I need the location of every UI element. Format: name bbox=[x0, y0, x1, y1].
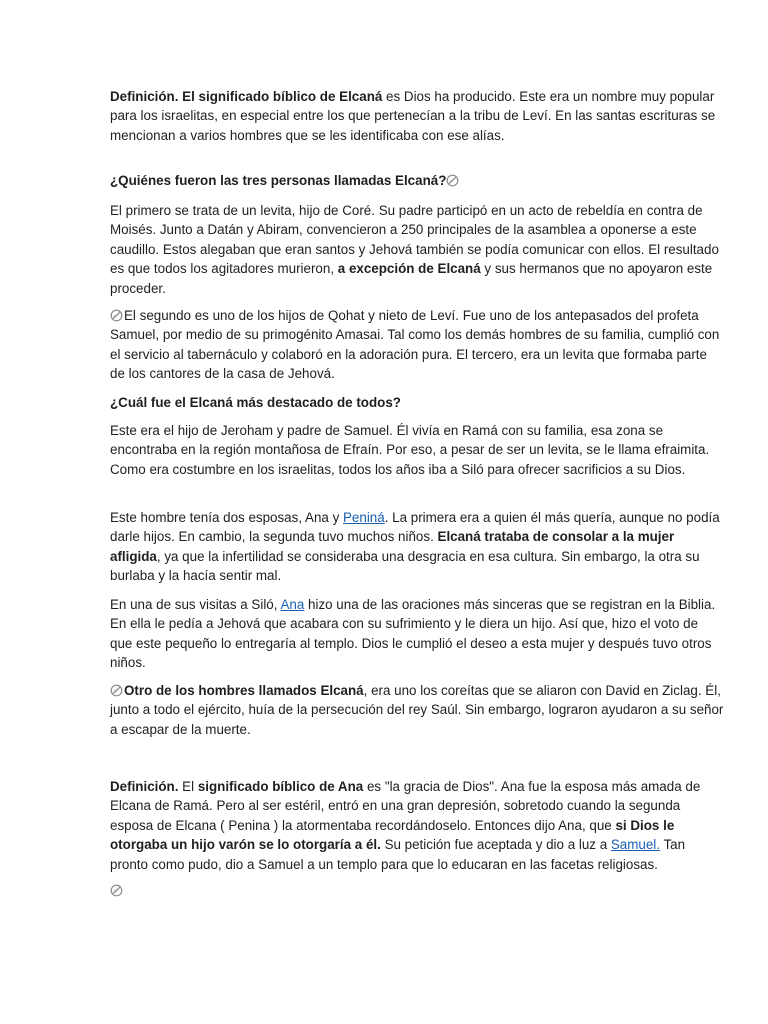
paragraph-visits-silo: En una de sus visitas a Siló, Ana hizo una de las oraciones más sinceras que se registran en la Biblia. En ella le pedía a Jehová que acabara con su sufrimiento y le diera un hijo. Así que, hizo el voto de que este pequeño lo entregaría al templo. Dios le cumplió el deseo a esta mujer y después tuvo otros niños. bbox=[110, 597, 716, 671]
definition-elcana-bold: Definición. El significado bíblico de Elcaná bbox=[110, 89, 383, 104]
penina-link[interactable]: Peniná bbox=[343, 510, 385, 525]
definition-ana-paragraph: Definición. El significado bíblico de Ana es "la gracia de Dios". Ana fue la esposa más amada de Elcana de Ramá. Pero al ser estéril, entró en una gran depresión, sobretodo cuando la segunda esposa de Elcana ( Penina ) la atormentaba recordándoselo. Entonces dijo Ana, que si Dios le otorgaba un hijo varón se lo otorgaría a él. Su petición fue aceptada y dio a luz a Samuel. Tan pronto como pudo, dio a Samuel a un templo para que lo educaran en las facetas religiosas. bbox=[110, 779, 701, 872]
trailing-mark bbox=[110, 882, 124, 900]
prohibited-circle-icon bbox=[110, 309, 123, 322]
samuel-link[interactable]: Samuel. bbox=[610, 837, 660, 853]
prohibited-circle-icon bbox=[110, 684, 123, 697]
paragraph-two-wives: Este hombre tenía dos esposas, Ana y Peniná. La primera era a quien él más quería, aunque no podía darle hijos. En cambio, la segunda tuvo muchos niños. Elcaná trataba de consolar a la mujer afligida, ya que la infertilidad se consideraba una desgracia en esa cultura. Sin embargo, la otra su burlaba y la hacía sentir mal. bbox=[110, 510, 720, 584]
paragraph-jeroham: Este era el hijo de Jeroham y padre de Samuel. Él vivía en Ramá con su familia, esa zona se encontraba en la región montañosa de Efraín. Por eso, a pesar de ser un levita, se le llama efraimita. Como era costumbre en los israelitas, todos los años iba a Siló para ofrecer sacrificios a su Dios. bbox=[110, 423, 710, 477]
ana-link[interactable]: Ana bbox=[280, 597, 305, 612]
prohibited-circle-icon bbox=[110, 884, 123, 897]
prohibited-circle-icon bbox=[446, 174, 459, 187]
paragraph-second-elcana: El segundo es uno de los hijos de Qohat y nieto de Leví. Fue uno de los antepasados del profeta Samuel, por medio de su primogénito Amasai. Tal como los demás hombres de su familia, cumplió con el servicio al tabernáculo y colaboró en la adoración pura. El tercero, era un levita que formaba parte de los cantores de la casa de Jehová. bbox=[110, 308, 720, 382]
paragraph-first-elcana: El primero se trata de un levita, hijo de Coré. Su padre participó en un acto de rebeldía en contra de Moisés. Junto a Datán y Abiram, convencieron a 250 principales de la asamblea a oponerse a este caudillo. Estos alegaban que eran santos y Jehová también se podía comunicar con ellos. El resultado es que todos los agitadores murieron, a excepción de Elcaná y sus hermanos que no apoyaron este proceder. bbox=[110, 203, 719, 296]
definition-elcana-paragraph: Definición. El significado bíblico de Elcaná es Dios ha producido. Este era un nombre muy popular para los israelitas, en especial entre los que pertenecían a la tribu de Leví. En las santas escrituras se mencionan a varios hombres que se les identificaba con ese alías. bbox=[110, 89, 716, 143]
heading-most-notable: ¿Cuál fue el Elcaná más destacado de todos? bbox=[110, 395, 401, 410]
paragraph-other-elcana: Otro de los hombres llamados Elcaná, era uno los coreítas que se aliaron con David en Ziclag. Él, junto a todo el ejército, huía de la persecución del rey Saúl. Sin embargo, lograron ayudaron a su señor a escapar de la muerte. bbox=[110, 683, 724, 737]
heading-three-persons: ¿Quiénes fueron las tres personas llamadas Elcaná? bbox=[110, 171, 724, 190]
